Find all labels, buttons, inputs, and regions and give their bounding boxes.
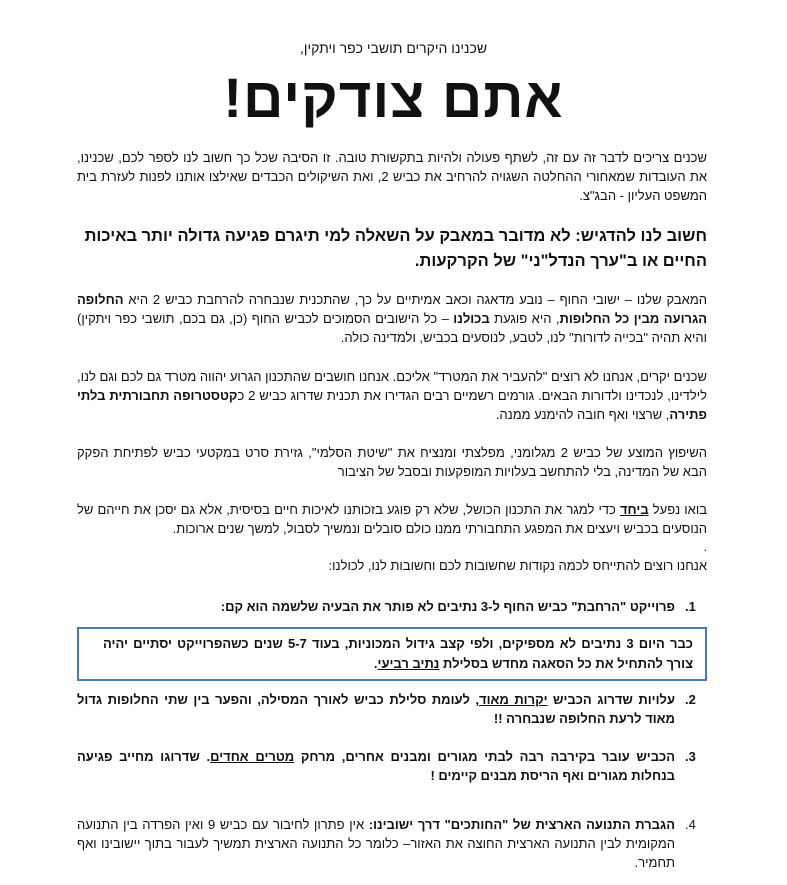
list-item-text bbox=[77, 815, 675, 872]
list-item-number: 1. bbox=[685, 599, 696, 614]
struggle-bold-worst-alternative: החלופה הגרועה מבין כל החלופות bbox=[77, 292, 707, 326]
together-paragraph bbox=[77, 500, 707, 538]
neighbors-text-a: שכנים יקרים, אנחנו לא רוצים "להעביר את המטרד" אליכם. אנחנו חושבים שהתכנון הגרוע יהווה מטרד גם לכם וגם לנו, לילדינו, לנכדינו ולדורות הבאים. גורמים רשמיים רבים הגדירו את תכנית שדרוג כביש 2 כ bbox=[77, 369, 707, 403]
neighbors-bold-catastrophe: קטסטרופה תחבורתית בלתי פתירה bbox=[77, 388, 707, 422]
together-text-c: כדי למגר את התכנון הכושל, שלא רק פוגע בזכותנו לאיכות חיים בסיסית, אלא גם יסכן את חייהם של הנוסעים בכביש ויעצים את המפגע התחבורתי ממנו כולם סובלים ונמשיך לסבול, למשך שנים ארוכות. bbox=[77, 502, 707, 536]
stray-dot: . bbox=[703, 540, 707, 554]
greeting-line: שכנינו היקרים תושבי כפר ויתקין, bbox=[299, 40, 488, 56]
list-item-text bbox=[77, 690, 675, 728]
emphasis-paragraph: חשוב לנו להדגיש: לא מדובר במאבק על השאלה למי תיגרם פגיעה גדולה יותר באיכות החיים או ב"ערך הנדל"ני" של הקרקעות. bbox=[84, 227, 707, 270]
struggle-text-d: – כל הישובים הסמוכים לכביש החוף (כן, גם בכם, תושבי כפר ויתקין) והיא תהיה "בכייה לדורות" לנו, לטבע, לנוסעים בכביש, ולמדינה כולה. bbox=[77, 311, 707, 345]
item3-text-c: . שדרוגו מחייב פגיעה בנחלות מגורים ואף הריסת מבנים קיימים ! bbox=[77, 749, 675, 783]
highlight-text-a: כבר היום 3 נתיבים לא מספיקים, ולפי קצב גידול המכוניות, בעוד 5-7 שנים כשהפרוייקט יסתיים יהיה צורך להתחיל את כל הסאגה מחדש בסלילת bbox=[103, 636, 693, 671]
together-bold-underlined: ביחד bbox=[619, 502, 649, 517]
highlight-box bbox=[77, 627, 707, 681]
highlight-box-text bbox=[103, 634, 693, 674]
neighbors-paragraph bbox=[77, 367, 707, 424]
item4-bold-heading: הגברת התנועה הארצית של "החותכים" דרך ישובינו: bbox=[368, 817, 676, 832]
renovation-paragraph: השיפוץ המוצע של כביש 2 מגלומני, מפלצתי ומנציח את "שיטת הסלמי", גזירת סרט במקטעי כביש לפתיחת הפקק הבא של המדינה, בלי להתחשב בעלויות המופקעות ובסבל של הציבור bbox=[77, 445, 707, 479]
lead-paragraph: אנחנו רוצים להתייחס לכמה נקודות שחשובות לכם וחשובות לנו, לכולנו: bbox=[328, 558, 707, 573]
item2-text-a: עלויות שדרוג הכביש bbox=[547, 692, 675, 707]
list-item-1 bbox=[77, 597, 707, 616]
together-text-a: בואו נפעל bbox=[648, 502, 708, 517]
page-title: אתם צודקים! bbox=[223, 66, 564, 129]
item3-underlined: מטרים אחדים bbox=[210, 749, 295, 764]
struggle-text-c: , היא פוגעת bbox=[489, 311, 560, 326]
highlight-underlined-fourth-lane: נתיב רביעי bbox=[377, 656, 440, 671]
list-item-number: 4. bbox=[685, 817, 696, 832]
item4-text-c: אין פתרון לחיבור עם כביש 9 ואין הפרדה בין התנועה המקומית לבין התנועה הארצית החוצה את האזור– כלומר כל התנועה הארצית תמשיך לעבור בתוך יישובינו ואף תחמיר. bbox=[77, 817, 675, 870]
intro-paragraph: שכנים צריכים לדבר זה עם זה, לשתף פעולה ולהיות בתקשורת טובה. זו הסיבה שכל כך חשוב לנו לספר לכם, שכנינו, את העובדות שמאחורי ההחלטה השגויה להרחיב את כביש 2, ואת השיקולים הכבדים שאילצו אותנו לפנות לעזרת בית המשפט העליון - הבג"צ. bbox=[77, 150, 708, 203]
item3-text-a: הכביש עובר בקירבה רבה לבתי מגורים ומבנים אחרים, מרחק bbox=[294, 749, 676, 764]
struggle-paragraph bbox=[77, 290, 707, 347]
neighbors-text-c: , שרצוי ואף חובה להימנע ממנה. bbox=[495, 407, 670, 422]
list-item-4 bbox=[77, 815, 707, 872]
struggle-bold-all-of-us: בכולנו bbox=[453, 311, 490, 326]
list-item-number: 2. bbox=[685, 692, 696, 707]
item2-text-c: , לעומת סלילת כביש לאורך המסילה, והפער בין שתי החלופות גדול מאוד לרעת החלופה שנבחרה !! bbox=[77, 692, 675, 726]
list-item-2 bbox=[77, 690, 707, 728]
list-item-text: פרוייקט "הרחבת" כביש החוף ל-3 נתיבים לא פותר את הבעיה שלשמה הוא קם: bbox=[220, 599, 675, 614]
item2-underlined: יקרות מאוד bbox=[479, 692, 548, 707]
struggle-text-a: המאבק שלנו – ישובי החוף – נובע מדאגה וכאב אמיתיים על כך, שהתכנית שנבחרה להרחבת כביש 2 היא bbox=[123, 292, 707, 307]
highlight-text-c: . bbox=[373, 656, 378, 671]
list-item-3 bbox=[77, 747, 707, 785]
list-item-number: 3. bbox=[685, 749, 696, 764]
list-item-text bbox=[77, 747, 675, 785]
